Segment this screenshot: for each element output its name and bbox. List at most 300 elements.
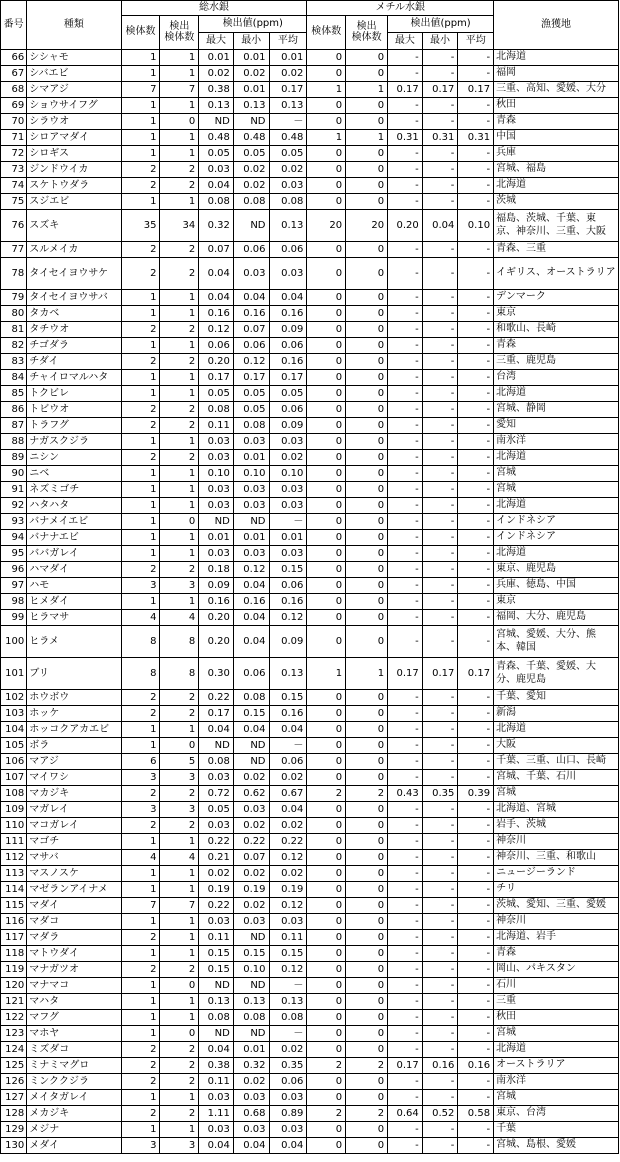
total-detected-count: 3 — [160, 578, 199, 594]
row-number: 77 — [1, 242, 27, 258]
methyl-min: - — [422, 1122, 458, 1138]
total-avg: 0.06 — [269, 578, 307, 594]
origin: 千葉、愛知 — [494, 690, 619, 706]
total-max: 0.21 — [199, 850, 234, 866]
methyl-min: - — [422, 834, 458, 850]
methyl-avg: - — [458, 610, 494, 626]
total-min: ND — [233, 738, 269, 754]
total-max: ND — [199, 514, 234, 530]
total-max: 0.15 — [199, 946, 234, 962]
total-sample-count: 1 — [121, 194, 160, 210]
total-sample-count: 2 — [121, 930, 160, 946]
methyl-max: 0.43 — [388, 786, 423, 802]
methyl-avg: - — [458, 290, 494, 306]
origin: 南氷洋 — [494, 1074, 619, 1090]
total-detected-count: 7 — [160, 898, 199, 914]
row-number: 108 — [1, 786, 27, 802]
total-detected-count: 3 — [160, 1138, 199, 1154]
methyl-sample-count: 0 — [307, 322, 346, 338]
table-row — [1, 786, 619, 802]
total-detected-count: 1 — [160, 338, 199, 354]
total-avg: 0.06 — [269, 338, 307, 354]
methyl-sample-count: 0 — [307, 338, 346, 354]
methyl-detected-count: 0 — [346, 962, 388, 978]
species-name: マトウダイ — [27, 946, 121, 962]
origin: 秋田 — [494, 98, 619, 114]
total-sample-count: 2 — [121, 322, 160, 338]
methyl-max: - — [388, 754, 423, 770]
methyl-max: - — [388, 914, 423, 930]
total-max: 1.11 — [199, 1106, 234, 1122]
table-row — [1, 98, 619, 114]
table-row — [1, 1106, 619, 1122]
total-avg: 0.03 — [269, 1090, 307, 1106]
methyl-detected-count: 0 — [346, 722, 388, 738]
row-number: 70 — [1, 114, 27, 130]
total-max: 0.07 — [199, 242, 234, 258]
total-max: 0.11 — [199, 930, 234, 946]
total-sample-count: 1 — [121, 130, 160, 146]
total-sample-count: 8 — [121, 658, 160, 690]
table-row — [1, 754, 619, 770]
methyl-avg: - — [458, 450, 494, 466]
table-row — [1, 1090, 619, 1106]
origin: 北海道 — [494, 386, 619, 402]
total-avg: 0.03 — [269, 914, 307, 930]
total-detected-count: 1 — [160, 194, 199, 210]
total-max: 0.72 — [199, 786, 234, 802]
origin: 宮城、愛媛、大分、熊本、韓国 — [494, 626, 619, 658]
total-min: 0.10 — [233, 466, 269, 482]
methyl-sample-count: 0 — [307, 770, 346, 786]
methyl-sample-count: 0 — [307, 978, 346, 994]
col-header-total-detected — [160, 16, 199, 50]
methyl-max: - — [388, 338, 423, 354]
total-avg: 0.13 — [269, 210, 307, 242]
total-sample-count: 1 — [121, 114, 160, 130]
row-number: 66 — [1, 50, 27, 66]
total-detected-count: 0 — [160, 1026, 199, 1042]
table-row — [1, 50, 619, 66]
row-number: 98 — [1, 594, 27, 610]
methyl-detected-count: 0 — [346, 978, 388, 994]
total-max: 0.38 — [199, 1058, 234, 1074]
methyl-detected-count: 0 — [346, 434, 388, 450]
methyl-detected-count: 0 — [346, 66, 388, 82]
origin: 宮城 — [494, 1026, 619, 1042]
methyl-avg: - — [458, 466, 494, 482]
methyl-avg: - — [458, 162, 494, 178]
origin: 青森、三重 — [494, 242, 619, 258]
total-min: 0.02 — [233, 866, 269, 882]
species-name: ヒメダイ — [27, 594, 121, 610]
methyl-max: 0.17 — [388, 82, 423, 98]
total-sample-count: 1 — [121, 914, 160, 930]
species-name: ホッコクアカエビ — [27, 722, 121, 738]
total-max: 0.05 — [199, 802, 234, 818]
methyl-detected-count: 0 — [346, 466, 388, 482]
methyl-max: 0.31 — [388, 130, 423, 146]
total-avg: 0.48 — [269, 130, 307, 146]
row-number: 69 — [1, 98, 27, 114]
species-name: ヒラマサ — [27, 610, 121, 626]
methyl-detected-count: 2 — [346, 1058, 388, 1074]
methyl-detected-count: 0 — [346, 754, 388, 770]
methyl-min: - — [422, 370, 458, 386]
origin: 北海道 — [494, 178, 619, 194]
origin: イギリス、オーストラリア — [494, 258, 619, 290]
total-avg: 0.17 — [269, 370, 307, 386]
origin: 宮城、福島 — [494, 162, 619, 178]
total-detected-count: 1 — [160, 530, 199, 546]
methyl-sample-count: 0 — [307, 354, 346, 370]
methyl-sample-count: 0 — [307, 434, 346, 450]
methyl-detected-count: 0 — [346, 994, 388, 1010]
col-header-methyl-max: 最大 — [388, 33, 423, 50]
methyl-min: - — [422, 66, 458, 82]
table-row — [1, 1058, 619, 1074]
methyl-avg: - — [458, 370, 494, 386]
total-sample-count: 2 — [121, 402, 160, 418]
methyl-avg: - — [458, 402, 494, 418]
row-number: 92 — [1, 498, 27, 514]
methyl-min: - — [422, 754, 458, 770]
methyl-max: - — [388, 1074, 423, 1090]
total-min: 0.01 — [233, 50, 269, 66]
methyl-max: - — [388, 818, 423, 834]
methyl-detected-count: 0 — [346, 338, 388, 354]
methyl-avg: - — [458, 338, 494, 354]
methyl-avg: - — [458, 562, 494, 578]
row-number: 120 — [1, 978, 27, 994]
col-header-total-avg: 平均 — [269, 33, 307, 50]
methyl-sample-count: 0 — [307, 706, 346, 722]
methyl-detected-count: 0 — [346, 690, 388, 706]
methyl-min: - — [422, 962, 458, 978]
row-number: 74 — [1, 178, 27, 194]
methyl-avg: - — [458, 594, 494, 610]
methyl-avg: - — [458, 514, 494, 530]
methyl-avg: - — [458, 882, 494, 898]
methyl-min: - — [422, 242, 458, 258]
table-row — [1, 1122, 619, 1138]
methyl-detected-count: 0 — [346, 162, 388, 178]
total-sample-count: 1 — [121, 546, 160, 562]
row-number: 118 — [1, 946, 27, 962]
methyl-max: - — [388, 514, 423, 530]
total-min: 0.03 — [233, 1090, 269, 1106]
methyl-avg: - — [458, 626, 494, 658]
species-name: マダコ — [27, 914, 121, 930]
methyl-avg: - — [458, 770, 494, 786]
methyl-sample-count: 0 — [307, 754, 346, 770]
methyl-sample-count: 1 — [307, 130, 346, 146]
methyl-avg: - — [458, 354, 494, 370]
methyl-sample-count: 0 — [307, 818, 346, 834]
total-avg: 0.16 — [269, 306, 307, 322]
methyl-detected-count: 1 — [346, 658, 388, 690]
methyl-min: - — [422, 434, 458, 450]
total-min: 0.48 — [233, 130, 269, 146]
methyl-max: - — [388, 546, 423, 562]
methyl-avg: - — [458, 242, 494, 258]
total-detected-count: 1 — [160, 306, 199, 322]
total-max: 0.17 — [199, 706, 234, 722]
table-row — [1, 498, 619, 514]
table-row — [1, 306, 619, 322]
total-sample-count: 7 — [121, 898, 160, 914]
total-sample-count: 1 — [121, 994, 160, 1010]
methyl-min: - — [422, 930, 458, 946]
total-max: 0.20 — [199, 354, 234, 370]
methyl-sample-count: 0 — [307, 178, 346, 194]
methyl-min: - — [422, 626, 458, 658]
table-row — [1, 658, 619, 690]
methyl-avg: - — [458, 1122, 494, 1138]
origin: 兵庫、徳島、中国 — [494, 578, 619, 594]
total-max: 0.15 — [199, 962, 234, 978]
total-avg: 0.04 — [269, 802, 307, 818]
total-max: 0.22 — [199, 898, 234, 914]
total-avg: 0.04 — [269, 722, 307, 738]
total-max: 0.48 — [199, 130, 234, 146]
origin: 宮城、千葉、石川 — [494, 770, 619, 786]
total-min: 0.01 — [233, 1042, 269, 1058]
total-avg: 0.19 — [269, 882, 307, 898]
methyl-sample-count: 2 — [307, 786, 346, 802]
total-max: 0.01 — [199, 50, 234, 66]
total-sample-count: 1 — [121, 338, 160, 354]
origin: 三重 — [494, 994, 619, 1010]
total-avg: 0.12 — [269, 898, 307, 914]
total-detected-count: 1 — [160, 434, 199, 450]
origin: デンマーク — [494, 290, 619, 306]
total-avg: 0.13 — [269, 98, 307, 114]
methyl-avg: 0.17 — [458, 658, 494, 690]
methyl-detected-count: 0 — [346, 530, 388, 546]
row-number: 116 — [1, 914, 27, 930]
methyl-sample-count: 0 — [307, 1122, 346, 1138]
methyl-max: - — [388, 50, 423, 66]
methyl-max: - — [388, 1090, 423, 1106]
table-row — [1, 882, 619, 898]
total-sample-count: 2 — [121, 706, 160, 722]
methyl-min: - — [422, 306, 458, 322]
methyl-max: - — [388, 530, 423, 546]
methyl-min: - — [422, 178, 458, 194]
total-avg: 0.05 — [269, 146, 307, 162]
col-header-origin: 漁獲地 — [494, 1, 619, 50]
methyl-detected-count: 0 — [346, 322, 388, 338]
row-number: 115 — [1, 898, 27, 914]
total-avg: 0.09 — [269, 418, 307, 434]
total-max: 0.03 — [199, 818, 234, 834]
methyl-detected-count: 0 — [346, 290, 388, 306]
total-avg: 0.03 — [269, 546, 307, 562]
origin: 福島、茨城、千葉、東京、神奈川、三重、大阪 — [494, 210, 619, 242]
total-detected-count: 1 — [160, 834, 199, 850]
methyl-min: - — [422, 914, 458, 930]
row-number: 128 — [1, 1106, 27, 1122]
row-number: 122 — [1, 1010, 27, 1026]
methyl-sample-count: 0 — [307, 962, 346, 978]
methyl-avg: - — [458, 482, 494, 498]
methyl-max: - — [388, 1026, 423, 1042]
total-sample-count: 2 — [121, 178, 160, 194]
col-header-total-detected-value: 検出値(ppm) — [199, 16, 307, 33]
methyl-max: - — [388, 1042, 423, 1058]
total-avg: 0.35 — [269, 1058, 307, 1074]
row-number: 88 — [1, 434, 27, 450]
methyl-avg: - — [458, 178, 494, 194]
total-detected-count: 0 — [160, 738, 199, 754]
total-sample-count: 3 — [121, 1138, 160, 1154]
table-row — [1, 546, 619, 562]
total-sample-count: 1 — [121, 98, 160, 114]
methyl-detected-count: 0 — [346, 1074, 388, 1090]
methyl-avg: 0.31 — [458, 130, 494, 146]
methyl-detected-count: 0 — [346, 866, 388, 882]
methyl-max: 0.64 — [388, 1106, 423, 1122]
total-detected-count: 1 — [160, 1010, 199, 1026]
methyl-sample-count: 0 — [307, 530, 346, 546]
species-name: マダラ — [27, 930, 121, 946]
total-detected-count: 0 — [160, 114, 199, 130]
species-name: スジエビ — [27, 194, 121, 210]
col-header-total-samples: 検体数 — [121, 16, 160, 50]
total-min: 0.05 — [233, 402, 269, 418]
methyl-avg: - — [458, 418, 494, 434]
origin: 東京 — [494, 306, 619, 322]
table-row — [1, 178, 619, 194]
row-number: 83 — [1, 354, 27, 370]
total-min: 0.16 — [233, 594, 269, 610]
methyl-sample-count: 0 — [307, 258, 346, 290]
origin: 岩手、茨城 — [494, 818, 619, 834]
total-detected-count: 1 — [160, 594, 199, 610]
total-max: 0.16 — [199, 594, 234, 610]
total-max: 0.02 — [199, 66, 234, 82]
total-min: 0.07 — [233, 850, 269, 866]
methyl-min: - — [422, 162, 458, 178]
methyl-detected-count: 0 — [346, 354, 388, 370]
total-min: ND — [233, 930, 269, 946]
origin: 南氷洋 — [494, 434, 619, 450]
total-min: ND — [233, 210, 269, 242]
species-name: シロアマダイ — [27, 130, 121, 146]
total-max: 0.02 — [199, 866, 234, 882]
species-name: マフグ — [27, 1010, 121, 1026]
methyl-min: - — [422, 594, 458, 610]
methyl-sample-count: 0 — [307, 1090, 346, 1106]
total-avg: 0.16 — [269, 706, 307, 722]
total-sample-count: 2 — [121, 562, 160, 578]
header-detected-text: 検出 検体数 — [351, 21, 382, 43]
total-min: 0.22 — [233, 834, 269, 850]
total-min: 0.32 — [233, 1058, 269, 1074]
methyl-min: - — [422, 466, 458, 482]
methyl-avg: 0.39 — [458, 786, 494, 802]
total-sample-count: 3 — [121, 578, 160, 594]
total-avg: 0.01 — [269, 530, 307, 546]
methyl-min: - — [422, 514, 458, 530]
total-avg: 0.08 — [269, 194, 307, 210]
methyl-avg: - — [458, 66, 494, 82]
total-max: 0.03 — [199, 546, 234, 562]
methyl-max: - — [388, 834, 423, 850]
methyl-min: - — [422, 1090, 458, 1106]
table-row — [1, 994, 619, 1010]
origin: 北海道 — [494, 1042, 619, 1058]
methyl-sample-count: 0 — [307, 1026, 346, 1042]
origin: 宮城、静岡 — [494, 402, 619, 418]
species-name: トクビレ — [27, 386, 121, 402]
methyl-sample-count: 0 — [307, 594, 346, 610]
total-sample-count: 6 — [121, 754, 160, 770]
methyl-sample-count: 20 — [307, 210, 346, 242]
origin: 石川 — [494, 978, 619, 994]
species-name: チャイロマルハタ — [27, 370, 121, 386]
origin: 宮城 — [494, 466, 619, 482]
methyl-sample-count: 0 — [307, 994, 346, 1010]
species-name: マスノスケ — [27, 866, 121, 882]
methyl-avg: - — [458, 546, 494, 562]
methyl-sample-count: 0 — [307, 866, 346, 882]
row-number: 89 — [1, 450, 27, 466]
total-sample-count: 2 — [121, 162, 160, 178]
total-avg: 0.06 — [269, 1074, 307, 1090]
total-min: 0.01 — [233, 82, 269, 98]
total-detected-count: 2 — [160, 450, 199, 466]
total-max: 0.03 — [199, 1122, 234, 1138]
methyl-max: - — [388, 706, 423, 722]
table-row — [1, 370, 619, 386]
total-min: 0.02 — [233, 66, 269, 82]
table-row — [1, 914, 619, 930]
methyl-detected-count: 0 — [346, 386, 388, 402]
methyl-avg: - — [458, 706, 494, 722]
methyl-detected-count: 0 — [346, 178, 388, 194]
total-detected-count: 8 — [160, 658, 199, 690]
species-name: ニベ — [27, 466, 121, 482]
methyl-sample-count: 0 — [307, 402, 346, 418]
total-avg: 0.12 — [269, 610, 307, 626]
total-detected-count: 1 — [160, 946, 199, 962]
methyl-min: - — [422, 818, 458, 834]
col-header-methyl-detected — [346, 16, 388, 50]
total-min: 0.02 — [233, 178, 269, 194]
methyl-min: - — [422, 194, 458, 210]
species-name: ミンククジラ — [27, 1074, 121, 1090]
total-avg: 0.02 — [269, 818, 307, 834]
methyl-detected-count: 1 — [346, 82, 388, 98]
row-number: 72 — [1, 146, 27, 162]
methyl-sample-count: 0 — [307, 306, 346, 322]
total-min: 0.02 — [233, 898, 269, 914]
methyl-sample-count: 0 — [307, 450, 346, 466]
total-sample-count: 1 — [121, 466, 160, 482]
methyl-detected-count: 0 — [346, 114, 388, 130]
methyl-avg: - — [458, 1026, 494, 1042]
total-sample-count: 2 — [121, 450, 160, 466]
total-max: 0.12 — [199, 322, 234, 338]
table-row — [1, 722, 619, 738]
methyl-min: 0.52 — [422, 1106, 458, 1122]
methyl-max: 0.17 — [388, 1058, 423, 1074]
methyl-max: - — [388, 610, 423, 626]
total-max: 0.05 — [199, 146, 234, 162]
row-number: 103 — [1, 706, 27, 722]
